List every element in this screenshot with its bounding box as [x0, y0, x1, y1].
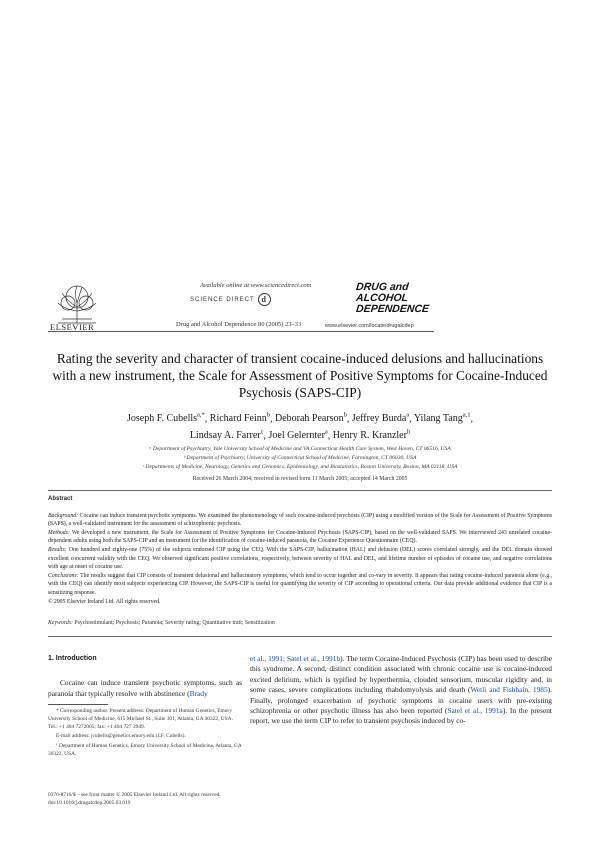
author[interactable]: Henry R. Kranzler$^b$ — [332, 428, 411, 442]
author[interactable]: Jeffrey Burda$^a$ — [351, 412, 410, 425]
keywords-list: Psychostimulant; Psychosis; Paranoia; Severity rating; Quantitative trait; Sensitization — [74, 620, 275, 626]
author[interactable]: Richard Feinn$^b$ — [209, 412, 270, 425]
doi-line[interactable]: doi:10.1016/j.drugalcdep.2005.03.019 — [48, 799, 131, 806]
keywords-label: Keywords: — [48, 620, 73, 626]
section-heading: 1. Introduction — [48, 655, 97, 662]
article-title: Rating the severity and character of transient cocaine-induced delusions and hallucinations with a new instrument, the Scale for Assessment of Positive Symptoms for Cocaine-Induced Psychosis (SAPS-CIP) — [52, 351, 548, 400]
affiliation: ᵇ Department of Psychiatry, University of Connecticut School of Medicine, Farmington, CT 06030, USA — [183, 455, 417, 461]
journal-logo-line: DEPENDENCE — [355, 303, 430, 315]
footnote-rule — [48, 704, 108, 705]
citation-link[interactable]: et al., 1991; Satel et al., 1991b — [250, 654, 341, 663]
abstract-heading: Abstract — [48, 496, 73, 502]
author[interactable]: Deborah Pearson$^b$ — [274, 412, 347, 425]
keywords — [48, 620, 552, 626]
abstract-conclusions: Conclusions: The results suggest that CIP consists of transient delusional and hallucinatory symptoms, which tend to occur together and co-vary in severity. It appears that rating cocaine-induced paranoia alone (e.g., with the CEQ) can identify most subjects experiencing CIP. However, the SAPS-CIP is useful for quantifying the severity of CIP according to operational criteria. Our data provide additional evidence that CIP is a sensitizing response. — [48, 572, 552, 596]
received-dates: Received 26 March 2004; received in revised form 11 March 2005; accepted 14 March 2005 — [192, 476, 408, 482]
journal-citation: Drug and Alcohol Dependence 80 (2005) 23–33 — [176, 321, 302, 328]
publisher-name: ELSEVIER — [50, 322, 95, 332]
author[interactable]: Joel Gelernter$^a$ — [268, 428, 328, 442]
header-rule — [48, 331, 434, 332]
abstract-background: Background: Cocaine can induce transient psychotic symptoms. We examined the phenomenology of such cocaine-induced psychosis (CIP) using a modified version of the Scale for Assessment of Positive Symptoms (SAPS), a well-validated instrument for the assessment of schizophrenic psychosis. — [48, 512, 553, 528]
journal-logo-line: ALCOHOL — [355, 292, 409, 304]
footnote-corresponding: * Corresponding author. Present address: Department of Human Genetics, Emory University School of Medicine, 615 Michael St., Suite 301, Atlanta, GA 30322, USA. Tel.: +1 404 7272005; fax: +1 404 727 3949. — [48, 708, 233, 730]
abstract-rule — [48, 490, 552, 491]
keywords-rule — [48, 636, 552, 637]
intro-left-column — [48, 654, 242, 699]
affiliation: ᶜ Departments of Medicine, Neurology, Genetics and Genomics, Epidemiology, and Biostatistics, Boston University, Boston, MA 02118, USA — [142, 464, 458, 470]
sciencedirect-logo — [190, 293, 271, 306]
affiliations — [48, 445, 552, 472]
abstract-methods: Methods: We developed a new instrument, the Scale for Assessment of Positive Symptoms for Cocaine-Induced Psychosis (SAPS-CIP), based on the well-validated SAPS. We interviewed 243 unrelated cocaine-dependent adults using both the SAPS-CIP and an instrument for the identification of cocaine-induced paranoia, the Cocaine Experience Questionnaire (CEQ). — [48, 529, 552, 545]
author[interactable]: Joseph F. Cubells$^{a,*}$ — [126, 412, 205, 425]
intro-paragraph-continued: et al., 1991; Satel et al., 1991b). The term Cocaine-Induced Psychosis (CIP) has been used to describe this syndrome. A second, distinct condition associated with chronic cocaine use is cocaine-induced excited delirium, which is typified by hyperthermia, clouded sensorium, muscular rigidity and, in some cases, severe complications including rhabdomyolysis and death (Wetli and Fishbain, 1985). Finally, prolonged exacerbation of psychotic symptoms in cocaine users with pre-existing schizophrenia or other psychotic illness has also been reported (Satel et al., 1991a). In the present report, we use the term CIP to refer to transient psychosis induced by co- — [250, 654, 552, 726]
abstract-results: Results: One hundred and eighty-one (75%) of the subjects endorsed CIP using the CEQ. With the SAPS-CIP, hallucination (HAL) and delusion (DEL) scores correlated strongly, and the DEL domain showed excellent concurrent validity with the CEQ. We observed significant positive correlations, respectively, between severity of HAL and DEL, and lifetime number of episodes of cocaine use, and negative correlations with age at onset of cocaine use. — [48, 546, 552, 571]
issn-line: 0376-8716/$ – see front matter © 2005 Elsevier Ireland Ltd. All rights reserved. — [48, 792, 221, 798]
author-list: Joseph F. Cubells$^{a,*}$, Richard Feinn$^b$, Deborah Pearson$^b$, Jeffrey Burda$^a$, Yilang Tang$^{a,1}$, Lindsay A. Farrer$^c$, Joel Gelernter$^a$, Henry R. Kranzler$^b$ — [126, 412, 473, 442]
footnotes — [48, 708, 242, 761]
elsevier-tree-logo — [52, 283, 102, 325]
footnote-1: ¹ Department of Human Genetics, Emory University School of Medicine, Atlanta, GA 30322, USA. — [48, 743, 242, 757]
author[interactable]: Yilang Tang$^{a,1}$ — [413, 412, 471, 425]
intro-right-column — [250, 654, 552, 727]
abstract — [48, 495, 552, 606]
citation-link[interactable]: Satel et al., 1991a — [447, 706, 503, 716]
citation-link[interactable]: Wetli and Fishbain, 1985 — [470, 685, 548, 695]
journal-url[interactable]: www.elsevier.com/locate/drugalcdep — [325, 323, 414, 329]
author[interactable]: Lindsay A. Farrer$^c$ — [189, 428, 264, 442]
footnote-email[interactable]: E-mail address: jcubells@genetics.emory.edu (J.F. Cubells). — [56, 733, 186, 740]
sciencedirect-label: SCIENCE DIRECT — [190, 296, 255, 303]
journal-logo — [356, 282, 434, 315]
available-online-text: Available online at www.sciencedirect.com — [200, 282, 312, 289]
sciencedirect-d-icon: d — [258, 293, 271, 306]
affiliation: ᵃ Department of Psychiatry, Yale University School of Medicine and VA Connecticut Health Care System, West Haven, CT 06516, USA — [149, 446, 451, 452]
article-bottom-info — [48, 792, 308, 808]
citation-link[interactable]: Brady — [189, 688, 208, 698]
abstract-copyright: © 2005 Elsevier Ireland Ltd. All rights reserved. — [48, 598, 161, 605]
intro-paragraph: Cocaine can induce transient psychotic symptoms, such as paranoia that typically resolve with abstinence (Brady — [48, 678, 242, 698]
journal-logo-line: DRUG and — [355, 281, 410, 293]
